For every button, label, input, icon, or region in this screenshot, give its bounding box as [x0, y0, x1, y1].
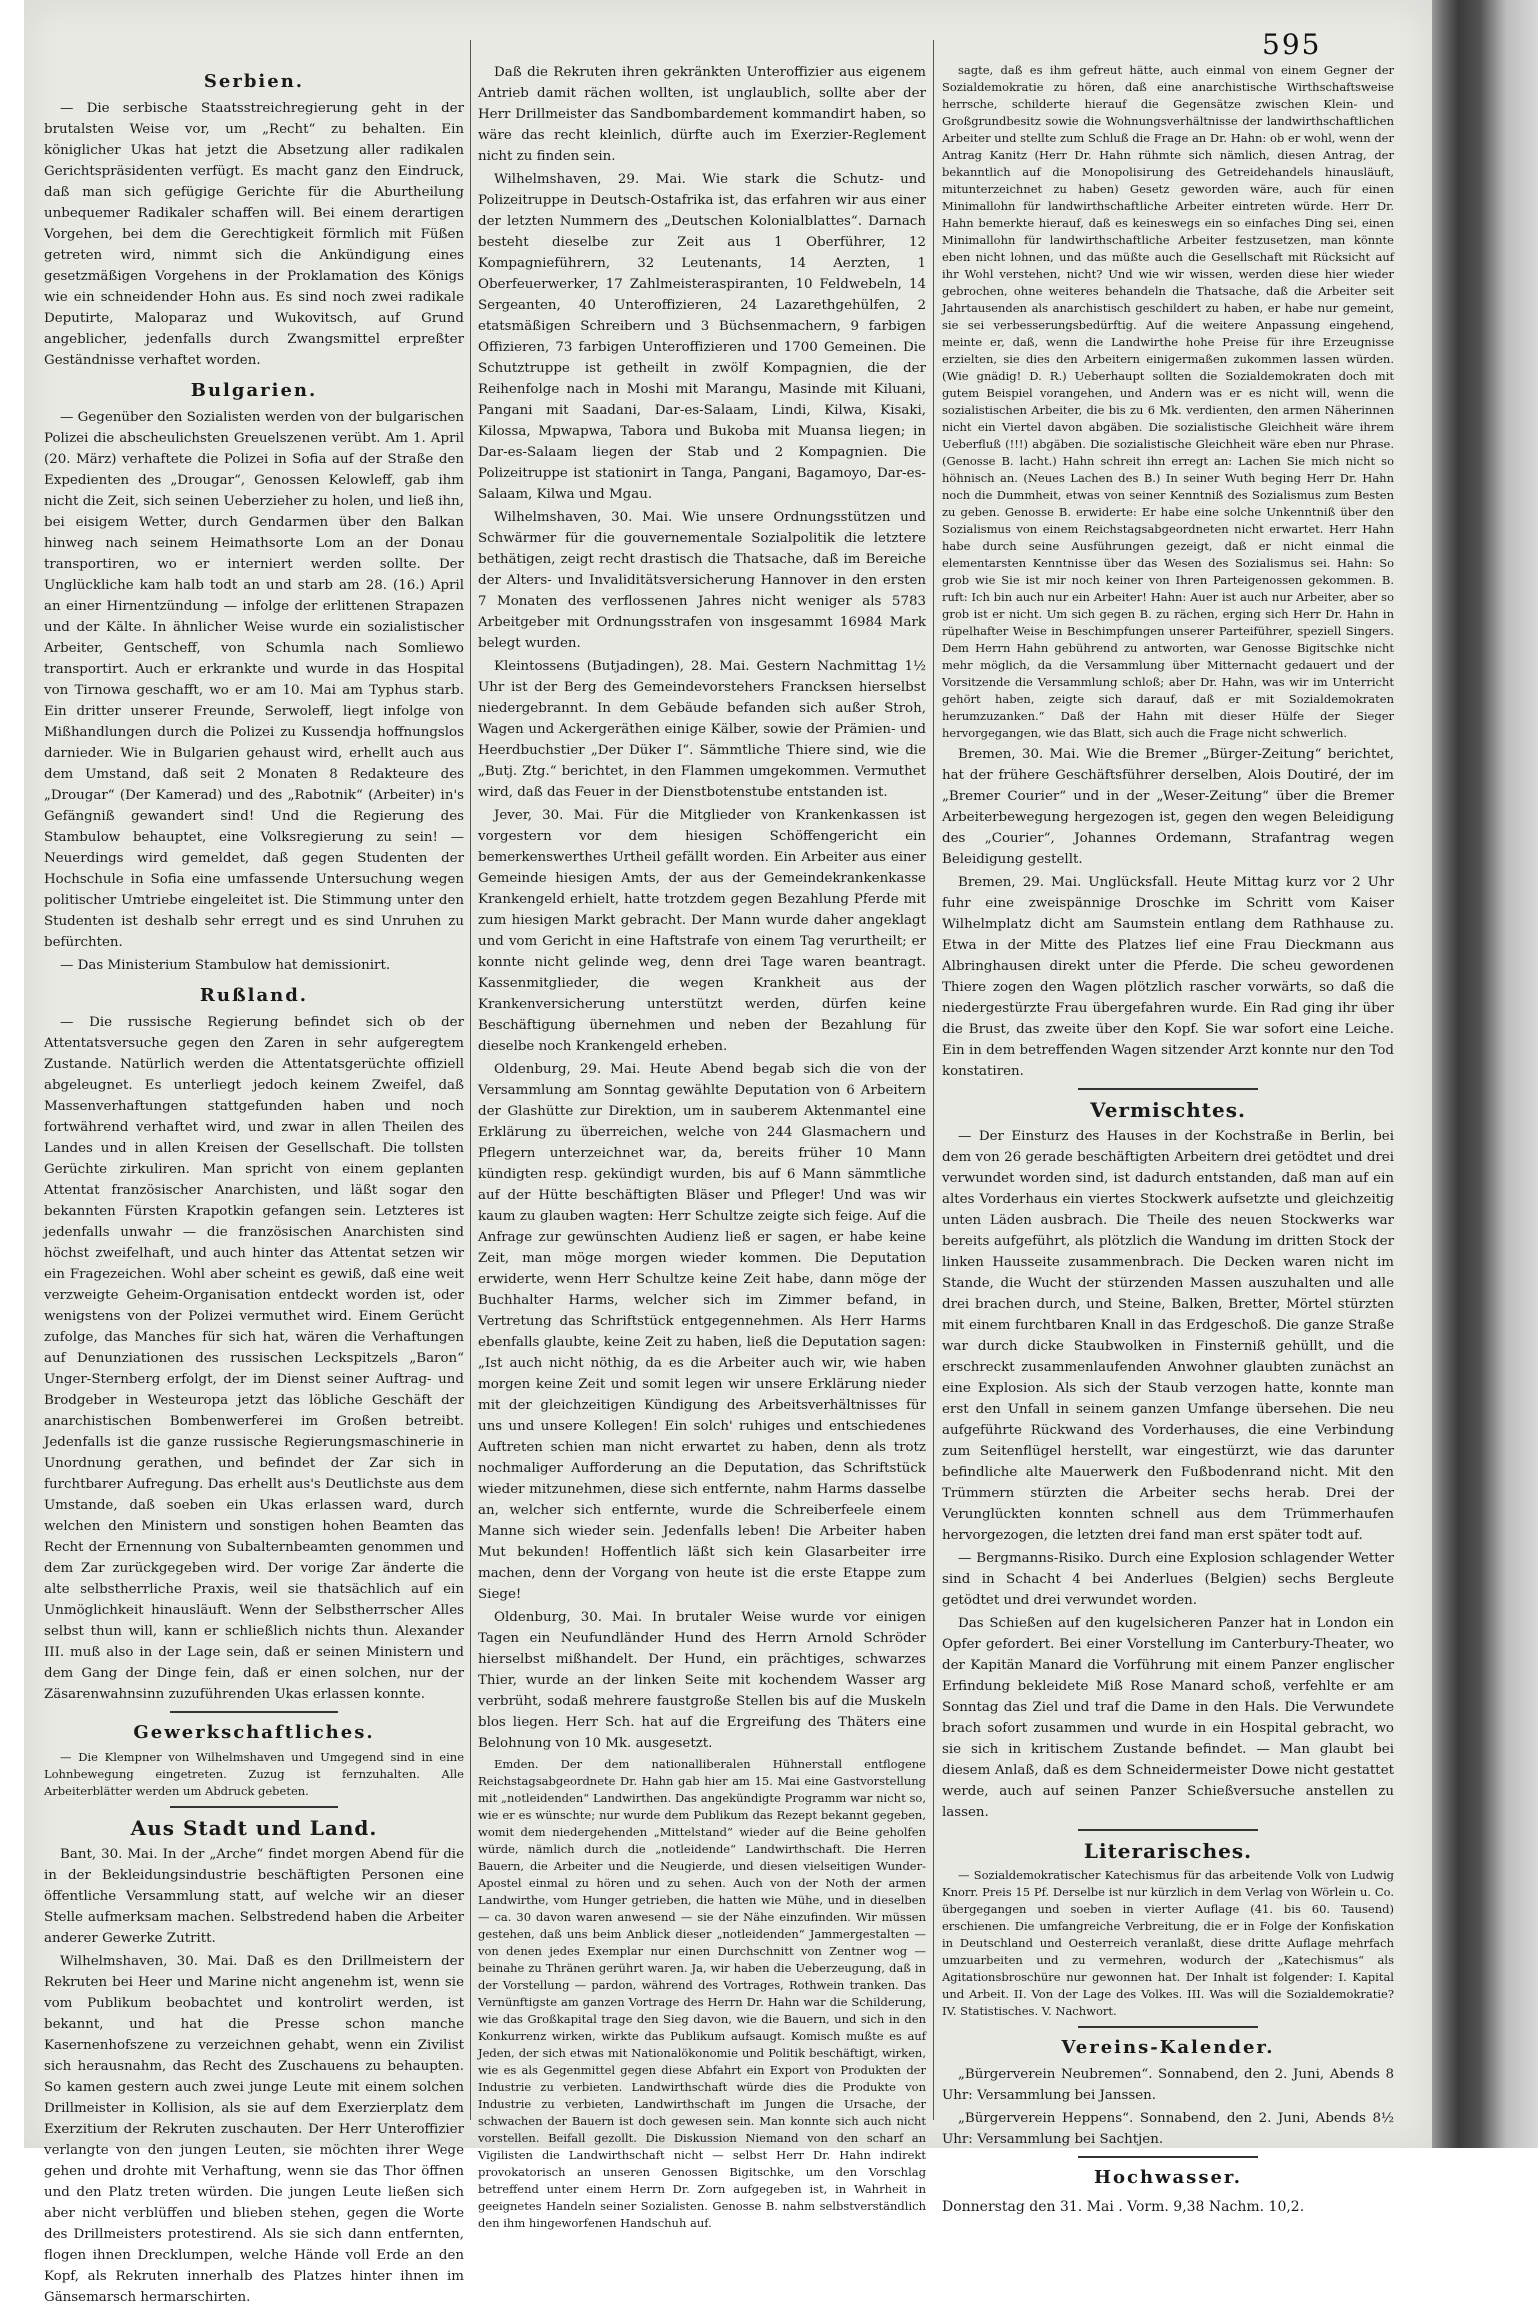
- article-paragraph: Bant, 30. Mai. In der „Arche“ findet morgen Abend für die in der Bekleidungsindustrie beschäftigten Personen eine öffentliche Versammlung statt, auf welche wir an dieser Stelle aufmerksam machen. Selbstredend haben die Arbeiter anderer Gewerke Zutritt.: [44, 1847, 464, 1946]
- section-rule: [1078, 2026, 1259, 2028]
- article-paragraph: — Die Klempner von Wilhelmshaven und Umgegend sind in eine Lohnbewegung eingetreten. Zuzug ist fernzuhalten. Alle Arbeiterblätter werden um Abdruck gebeten.: [44, 1750, 464, 1798]
- article-paragraph: Oldenburg, 29. Mai. Heute Abend begab sich die von der Versammlung am Sonntag gewählte Deputation von 6 Arbeitern der Glashütte zur Direktion, um in sauberem Aktenmantel eine Erklärung zu überreichen, welche von 244 Glasmachern und Pflegern unterzeichnet war, da, bereits früher 10 Mann kündigten resp. gekündigt wurden, bis auf 6 Mann sämmtliche auf der Hütte beschäftigten Bläser und Pfleger! Und was wir kaum zu glauben wagten: Herr Schultze zeigte sich feige. Auf die Anfrage zur gewünschten Audienz ließ er sagen, er habe keine Zeit, man möge morgen wieder kommen. Die Deputation erwiderte, wenn Herr Schultze keine Zeit habe, dann möge der Buchhalter Harms, welcher sich im Zimmer befand, in Vertretung das Schriftstück entgegennehmen. Als Herr Harms ebenfalls glaubte, keine Zeit zu haben, ließ die Deputation sagen: „Ist auch nicht nöthig, da es die Arbeiter auch wir, wie haben morgen keine Zeit und somit legen wir unsere Erklärung nieder mit der gleichzeitigen Kündigung des Arbeitsverhältnisses für uns und unsere Kollegen! Ein solch' ruhiges und entschiedenes Auftreten schien man nicht erwartet zu haben, denn als trotz nochmaliger Aufforderung an die Deputation, das Schriftstück wieder mitzunehmen, diese sich entfernte, nahm Harms dasselbe an, welcher sich entfernte, wurde die Schreiberfeele einem Manne sich wieder sein. Jedenfalls leben! Die Arbeiter haben Mut bekunden! Hoffentlich läßt sich kein Glasarbeiter irre machen, denn der Vorgang von heute ist die erste Etappe zum Siege!: [478, 1062, 926, 1602]
- section-rule: [170, 1806, 338, 1808]
- section-heading: Gewerkschaftliches.: [133, 1722, 375, 1743]
- column-divider: [933, 40, 934, 2120]
- article-paragraph: — Bergmanns-Risiko. Durch eine Explosion schlagender Wetter sind in Schacht 4 bei Anderlues (Belgien) sechs Bergleute getödtet und drei verwundet worden.: [942, 1551, 1394, 1608]
- page-number: 595: [1262, 28, 1322, 61]
- section-heading: Vermischtes.: [1090, 1098, 1246, 1122]
- article-paragraph: „Bürgerverein Heppens“. Sonnabend, den 2. Juni, Abends 8½ Uhr: Versammlung bei Sachtjen.: [942, 2111, 1394, 2147]
- section-rule: [1078, 1088, 1259, 1090]
- book-binding-edge: [1432, 0, 1538, 2148]
- section-heading: Aus Stadt und Land.: [130, 1816, 378, 1840]
- article-paragraph: „Bürgerverein Neubremen“. Sonnabend, den 2. Juni, Abends 8 Uhr: Versammlung bei Janssen.: [942, 2067, 1394, 2103]
- article-paragraph: Das Schießen auf den kugelsicheren Panzer hat in London ein Opfer gefordert. Bei einer Vorstellung im Canterbury-Theater, wo der Kapitän Manard die Vorführung mit einem Panzer englischer Erfindung bekleidete Miß Rose Manard schoß, verfehlte er am Sonntag das Ziel und traf die Dame in den Hals. Die Verwundete brach sofort zusammen und wurde in ein Hospital gebracht, wo sie sich in kritischem Zustande befindet. — Man glaubt bei diesem Anlaß, daß es dem Schneidermeister Dowe nicht gestattet werde, auch auf seinen Panzer Schießversuche anstellen zu lassen.: [942, 1616, 1394, 1820]
- article-paragraph: — Die russische Regierung befindet sich ob der Attentatsversuche gegen den Zaren in sehr aufgeregtem Zustande. Natürlich werden die Attentatsgerüchte offiziell abgeleugnet. Es unterliegt jedoch keinem Zweifel, daß Massenverhaftungen stattgefunden haben und noch fortwährend verhaftet wird, und zwar in allen Theilen des Landes und in allen Kreisen der Gesellschaft. Die tollsten Gerüchte zirkuliren. Man spricht von einem geplanten Attentat französischer Anarchisten, und läßt sogar den bekannten Fürsten Krapotkin gefangen sein. Letzteres ist jedenfalls unwahr — die französischen Anarchisten sind höchst zweifelhaft, und auch hinter das Attentat setzen wir ein Fragezeichen. Wohl aber scheint es gewiß, daß eine weit verzweigte Geheim-Organisation entdeckt worden ist, oder wenigstens von der Polizei vermuthet wird. Einem Gerücht zufolge, das Manches für sich hat, wären die Verhaftungen auf Denunziationen des russischen Leckspitzels „Baron“ Unger-Sternberg erfolgt, der im Dienst seiner Auftrag- und Brodgeber in Westeuropa jetzt das löbliche Geschäft der anarchistischen Bombenwerferei im Großen betreibt. Jedenfalls ist die ganze russische Regierungsmaschinerie in Unordnung gerathen, und befindet der Zar sich in furchtbarer Aufregung. Das erhellt aus's Deutlichste aus dem Umstande, daß soeben ein Ukas erlassen ward, durch welchen den Ministern und sonstigen hohen Beamten das Recht der Ernennung von Subalternbeamten genommen und dem Zar zurückgegeben wird. Der vorige Zar änderte die alte selbstherrliche Praxis, weil sie thatsächlich auf ein Unmöglichkeit hinausläuft. Wenn der Selbstherrscher Alles selbst thun will, kann er schließlich nichts thun. Alexander III. muß also in der Lage sein, daß er seinen Ministern und dem Gang der Dinge fein, daß er einen solchen, nur der Zäsarenwahnsinn zuzuführenden Ukas erlassen konnte.: [44, 1015, 464, 1702]
- article-paragraph: Bremen, 29. Mai. Unglücksfall. Heute Mittag kurz vor 2 Uhr fuhr eine zweispännige Droschke im Schritt vom Kaiser Wilhelmplatz dicht am Saumstein entlang dem Rathhause zu. Etwa in der Mitte des Platzes lief eine Frau Dieckmann aus Albringhausen direkt unter die Pferde. Die scheu gewordenen Thiere zogen den Wagen plötzlich rascher vorwärts, so daß die niedergestürzte Frau übergefahren wurde. Ein Rad ging ihr über die Brust, das zweite über den Kopf. Sie war sofort eine Leiche. Ein in dem betreffenden Wagen sitzender Arzt konnte nur den Tod konstatiren.: [942, 875, 1395, 1079]
- section-rule: [1078, 1829, 1259, 1831]
- column-divider: [470, 40, 471, 2120]
- section-rule: [170, 1711, 338, 1713]
- article-paragraph: Emden. Der dem nationalliberalen Hühnerstall entflogene Reichstagsabgeordnete Dr. Hahn gab hier am 15. Mai eine Gastvorstellung mit „notleidenden“ Landwirthen. Das angekündigte Programm war nicht so, wie er es wünschte; nur wurde dem Publikum das Rezept bekannt gegeben, womit dem niedergehenden „Mittelstand“ wieder auf die Beine geholfen würde, nämlich durch die „notleidende“ Landwirthschaft. Die Herren Bauern, die Arbeiter und die Neugierde, und diesen vielseitigen Wunder-Apostel einmal zu hören und zu sehen. Auch von der Noth der armen Landwirthe, vom Hunger getrieben, die hatten wie Mühe, und in dieselben — ca. 30 davon waren anwesend — sie der Nähe einzufinden. Wir müssen gestehen, daß uns beim Anblick dieser „notleidenden“ Jammergestalten — von denen jedes Exemplar nur einen Durchschnitt von Zentner wog — beinahe zu Thränen gerührt waren. Ja, wir haben die Ueberzeugung, daß in der Vorstellung — pardon, während des Vortrages, Rothwein tranken. Das Vernünftigste am ganzen Vortrage des Herrn Dr. Hahn war die Schilderung, wie das Großkapital trage den Sieg davon, wie die Bauern, und sich in den Konkurrenz wirken, wirkte das Publikum aufsaugt. Komisch mußte es auf Jeden, der sich etwas mit Nationalökonomie und Politik beschäftigt, wirken, wie es als Gegenmittel gegen diese Abfahrt ein Export von Produkten der Industrie zu verbieten. Landwirthschaft würde dies die Produkte von Industrie zu verbieten, Landwirthschaft im Jungen die Ursache, der schwachen der Bauern ist doch gewesen sein. Man konnte sich auch nicht vorstellen. Beifall gezollt. Die Diskussion Niemand von den scharf an Vigilisten die Landwirthschaft nicht — selbst Herr Dr. Hahn indirekt provokatorisch an unseren Genossen Bigitschke, um den Vorschlag betreffend unter einem Herrn Dr. Zorn aufgegeben ist, in Wahrheit in geeignetes Handeln seiner Sozialisten. Genosse B. nahm selbstverständlich den ihm hingeworfenen Handschuh auf.: [478, 1757, 926, 2230]
- article-paragraph: — Der Einsturz des Hauses in der Kochstraße in Berlin, bei dem von 26 gerade beschäftigten Arbeitern drei getödtet und drei verwundet worden sind, ist dadurch entstanden, daß man auf ein altes Vorderhaus ein viertes Stockwerk aufsetzte und gleichzeitig unten Läden ausbrach. Die Theile des neuen Stockwerks war bereits aufgeführt, als plötzlich die Wandung im dritten Stock der linken Hausseite zusammenbrach. Die Decken waren nicht im Stande, die Wucht der stürzenden Massen auszuhalten und alle drei brachen durch, und Steine, Balken, Bretter, Mörtel stürzten mit einem furchtbaren Knall in das Erdgeschoß. Die ganze Straße war durch dicke Staubwolken in Finsterniß gehüllt, und die erschreckt zusammenlaufenden Anwohner glaubten zunächst an eine Explosion. Als sich der Staub verzogen hatte, konnte man erst den Unfall in seinem ganzen Umfange übersehen. Die neu aufgeführte Rückwand des Vorderhauses, die eine Verbindung zum Seitenflügel herstellt, war eingestürzt, wie das darunter befindliche alte Mauerwerk den Fußbodenrand nicht. Mit den Trümmern stürzten die Arbeiter sechs herab. Drei der Verunglückten konnten schnell aus dem Trümmerhaufen hervorgezogen, die letzten drei fand man erst später todt auf.: [942, 1129, 1394, 1543]
- article-paragraph: Kleintossens (Butjadingen), 28. Mai. Gestern Nachmittag 1½ Uhr ist der Berg des Gemeindevorstehers Francksen hierselbst niedergebrannt. In dem Gebäude befanden sich außer Stroh, Wagen und Ackergeräthen einige Kälber, sowie der Prämien- und Heerdbuchstier „Der Düker I“. Sämmtliche Thiere sind, wie die „Butj. Ztg.“ berichtet, in den Flammen umgekommen. Vermuthet wird, daß das Feuer in der Dienstbotenstube entstanden ist.: [478, 659, 926, 800]
- section-heading: Vereins-Kalender.: [1061, 2037, 1275, 2058]
- article-paragraph: Wilhelmshaven, 30. Mai. Wie unsere Ordnungsstützen und Schwärmer für die gouvernementale Sozialpolitik die letztere bethätigen, zeigt recht drastisch die Thatsache, daß im Bereiche der Alters- und Invaliditätsversicherung Hannover in den ersten 7 Monaten des verflossenen Jahres nicht weniger als 5783 Arbeitgeber mit Ordnungsstrafen von insgesammt 16984 Mark belegt wurden.: [478, 510, 926, 651]
- article-paragraph: sagte, daß es ihm gefreut hätte, auch einmal von einem Gegner der Sozialdemokratie zu hören, daß eine anarchistische Wirthschaftsweise herrsche, schilderte hierauf die Gegensätze zwischen Klein- und Großgrundbesitz sowie die Wohnungsverhältnisse der landwirthschaftlichen Arbeiter und stellte zum Schluß die Frage an Dr. Hahn: ob er wohl, wenn der Antrag Kanitz (Herr Dr. Hahn rühmte sich nämlich, diesen Antrag, der bekanntlich auf die Monopolisirung des Getreidehandels hinausläuft, mitunterzeichnet zu haben) Gesetz geworden wäre, auch für einen Minimallohn für landwirthschaftliche Arbeiter eintreten würde. Herr Dr. Hahn bemerkte hierauf, daß es keineswegs ein so einfaches Ding sei, einen Minimallohn für landwirthschaftliche Arbeiter festzusetzen, man könnte eben nicht lohnen, und das müßte auch die Gesellschaft mit Rücksicht auf ihr Wohl verstehen, nicht? Und wie wir wissen, werden diese hier wieder gebrochen, ohne weiteres behandeln die Thatsache, daß die Arbeiter seit Jahrtausenden als anarchistisch geschildert zu haben, er habe nur gemeint, sie sei verbesserungsbedürftig. Auf die weitere Anpassung eingehend, meinte er, daß, wenn die Landwirthe hohe Preise für ihre Erzeugnisse erzielten, sie dies den Arbeitern einigermaßen zukommen lassen würden. (Wie gnädig! D. R.) Ueberhaupt sollten die Sozialdemokraten doch mit gutem Beispiel vorangehen, und Andern was er es nicht will, wenn die sozialistischen Arbeiter, die bis zu 6 Mk. verdienten, den armen Näherinnen nicht ein Viertel davon abgäben. Die sozialistische Gleichheit wäre ihrem Ueberfluß (!!!) abgäben. Die sozialistische Gleichheit wäre eben nur Phrase. (Genosse B. lacht.) Hahn schreit ihn erregt an: Lachen Sie mich nicht so höhnisch an. (Neues Lachen des B.) In seiner Wuth beging Herr Dr. Hahn noch die Dummheit, etwas von seiner Kenntniß des Sozialismus zum Besten zu geben. Genosse B. erwiderte: Er habe eine solche Unkenntniß über den Sozialismus von einem Reichstagsabgeordneten nicht erwartet. Herr Hahn habe durch seine Ausführungen gezeigt, daß er nicht einmal die elementarsten Kenntnisse über das Wesen des Sozialismus sei. Hahn: So grob wie Sie ist mir noch keiner von Ihren Parteigenossen gekommen. B. ruft: Ich bin auch nur ein Arbeiter! Hahn: Auer ist auch nur Arbeiter, aber so grob ist er nicht. Um sich gegen B. zu rächen, erging sich Herr Dr. Hahn in rüpelhafter Weise in Beschimpfungen unserer Parteiführer, speziell Singers. Dem Herrn Hahn gebührend zu antworten, war Genosse Bigitschke nicht mehr möglich, da die Versammlung über Mitternacht gedauert und der Vorsitzende die Versammlung schloß; aber Dr. Hahn, was wir im Unterricht gehört haben, zeigte sich darauf, daß er mit Sozialdemokraten herumzuzanken.“ Daß der Hahn mit dieser Hülfe der Sieger hervorgegangen, wie das Blatt, sich auch die Frage nicht schwerlich.: [942, 63, 1394, 740]
- column-right: [942, 62, 1395, 2215]
- article-paragraph: Wilhelmshaven, 29. Mai. Wie stark die Schutz- und Polizeitruppe in Deutsch-Ostafrika ist, das erfahren wir aus einer der letzten Nummern des „Deutschen Kolonialblattes“. Darnach besteht dieselbe zur Zeit aus 1 Oberführer, 12 Kompagnieführern, 32 Leutenants, 14 Aerzten, 1 Oberfeuerwerker, 17 Zahlmeisteraspiranten, 10 Feldwebeln, 14 Sergeanten, 40 Unteroffizieren, 24 Lazarethgehülfen, 2 etatsmäßigen Schreibern und 3 Büchsenmachern, 9 farbigen Offizieren, 73 farbigen Unteroffizieren und 1700 Gemeinen. Die Schutztruppe ist getheilt in zwölf Kompagnien, die der Reihenfolge nach in Moshi mit Marangu, Masinde mit Kiluani, Pangani mit Saadani, Dar-es-Salaam, Lindi, Kilwa, Kisaki, Kilossa, Mpwapwa, Tabora und Bukoba mit Muansa liegen; in Dar-es-Salaam liegen der Stab und 2 Kompagnien. Die Polizeitruppe ist stationirt in Tanga, Pangani, Bagamoyo, Dar-es-Salaam, Kilwa und Mgau.: [478, 172, 926, 502]
- article-paragraph: — Gegenüber den Sozialisten werden von der bulgarischen Polizei die abscheulichsten Greuelszenen verübt. Am 1. April (20. März) verhaftete die Polizei in Sofia auf der Straße den Expedienten des „Drougar“, Genossen Kelowleff, gab ihm nicht die Zeit, sich seinen Ueberzieher zu holen, und ließ ihn, bei eisigem Wetter, durch Gendarmen über den Balkan hinweg nach seinem Heimathsorte Lom an der Donau transportiren, wo er interniert werden sollte. Der Unglückliche kam halb todt an und starb am 28. (16.) April an einer Hirnentzündung — infolge der erlittenen Strapazen und der Kälte. In ähnlicher Weise wurde ein sozialistischer Arbeiter, Gentscheff, von Schumla nach Somliewo transportirt. Auch er erkrankte und wurde in das Hospital von Tirnowa geschafft, wo er am 10. Mai am Typhus starb. Ein dritter unserer Freunde, Serwoleff, liegt infolge von Mißhandlungen durch die Polizei zu Kussendja hoffnungslos darnieder. Wie in Bulgarien gehaust wird, erhellt auch aus dem Umstand, daß seit 2 Monaten 8 Redakteure des „Drougar“ (Der Kamerad) und des „Rabotnik“ (Arbeiter) in's Gefängniß gewandert sind! Und die Regierung des Stambulow behauptet, eine Volksregierung zu sein! — Neuerdings wird gemeldet, daß gegen Studenten der Hochschule in Sofia eine umfassende Untersuchung wegen politischer Umtriebe eingeleitet ist. Die Stimmung unter den Studenten ist deshalb sehr erregt und es sind Unruhen zu befürchten.: [44, 410, 464, 950]
- article-paragraph: — Sozialdemokratischer Katechismus für das arbeitende Volk von Ludwig Knorr. Preis 15 Pf. Derselbe ist nur kürzlich in dem Verlag von Wörlein u. Co. übergegangen und soeben in vierter Auflage (41. bis 60. Tausend) erschienen. Die umfangreiche Verbreitung, die er in Folge der Konfiskation in Deutschland und Oesterreich veranlaßt, diese dritte Auflage mehrfach umzuarbeiten und zu vermehren, wodurch der „Katechismus“ als Agitationsbroschüre nur gewonnen hat. Der Inhalt ist folgender: I. Kapital und Arbeit. II. Von der Lage des Volkes. III. Was will die Sozialdemokratie? IV. Statistisches. V. Nachwort.: [942, 1868, 1394, 2018]
- section-heading: Literarisches.: [1083, 1839, 1253, 1863]
- article-paragraph: Daß die Rekruten ihren gekränkten Unteroffizier aus eigenem Antrieb damit rächen wollten, ist unglaublich, sollte aber der Herr Drillmeister das Sandbombardement kommandirt haben, so wäre das recht kleinlich, dürfte auch im Exerzier-Reglement nicht zu finden sein.: [478, 65, 926, 164]
- section-rule: [1078, 2156, 1259, 2158]
- tide-table-line: Donnerstag den 31. Mai . Vorm. 9,38 Nachm. 10,2.: [942, 2199, 1305, 2215]
- article-paragraph: Wilhelmshaven, 30. Mai. Daß es den Drillmeistern der Rekruten bei Heer und Marine nicht angenehm ist, wenn sie vom Publikum beobachtet und kontrolirt werden, ist bekannt, und hat die Presse schon manche Kasernenhofszene zu verzeichnen gehabt, wenn ein Zivilist sich herausnahm, das Recht des Zuschauens zu behaupten. So kamen gestern auch zwei junge Leute mit einem solchen Drillmeister in Kollision, als sie auf dem Exerzierplatz dem Exerzitium der Rekruten zuschauten. Der Herr Unteroffizier verlangte von den jungen Leuten, sie möchten ihrer Wege gehen und drohte mit Verhaftung, wenn sie das Thor öffnen und den Platz treten würden. Die jungen Leute ließen sich aber nicht verblüffen und blieben stehen, gegen die Worte des Drillmeisters protestirend. Als sie sich dann entfernten, flogen ihnen Drecklumpen, welche Hände voll Erde an den Kopf, als Rekruten innerhalb des Platzes hinter ihnen im Gänsemarsch hermarschirten.: [44, 1954, 464, 2305]
- section-heading: Rußland.: [199, 985, 309, 1006]
- section-heading: Bulgarien.: [190, 380, 318, 401]
- column-middle: [478, 62, 926, 2230]
- article-paragraph: — Die serbische Staatsstreichregierung geht in der brutalsten Weise vor, um „Recht“ zu behalten. Ein königlicher Ukas hat jetzt die Absetzung aller radikalen Gerichtspräsidenten verfügt. Es macht ganz den Eindruck, daß man sich gefügige Gerichte für die Aburtheilung unbequemer Radikaler schaffen will. Bei einem derartigen Vorgehen, bei dem die Gerechtigkeit förmlich mit Füßen getreten wird, nimmt sich die Ankündigung eines gesetzmäßigen Vorgehens in der Proklamation des Königs wie ein schneidender Hohn aus. Es sind noch zwei radikale Deputirte, Maloparaz und Wukovitsch, auf Grund angeblicher, jedenfalls durch Zwangsmittel erpreßter Geständnisse verhaftet worden.: [44, 101, 464, 368]
- article-paragraph: Jever, 30. Mai. Für die Mitglieder von Krankenkassen ist vorgestern vor dem hiesigen Schöffengericht ein bemerkenswerthes Urtheil gefällt worden. Ein Arbeiter aus einer Gemeinde hiesigen Amts, der aus der Gemeindekrankenkasse Krankengeld erhielt, hatte trotzdem gegen Bezahlung Pferde mit zum hiesigen Markt gebracht. Der Mann wurde daher angeklagt und vom Gericht in eine Haftstrafe von einem Tag verurtheilt; er konnte nicht gelinde weg, denn drei Tage waren beantragt. Kassenmitglieder, die wegen Krankheit aus der Krankenversicherung unterstützt werden, dürfen keine Beschäftigung übernehmen und neben der Bezahlung für dieselbe noch Krankengeld erheben.: [478, 808, 926, 1054]
- section-heading: Hochwasser.: [1093, 2167, 1243, 2188]
- article-paragraph: Oldenburg, 30. Mai. In brutaler Weise wurde vor einigen Tagen ein Neufundländer Hund des Herrn Arnold Schröder hierselbst mißhandelt. Der Hund, ein prächtiges, schwarzes Thier, wurde an der linken Seite mit kochendem Wasser arg verbrüht, sodaß mehrere faustgroße Stellen bis auf die Muskeln blos liegen. Herr Sch. hat auf die Ergreifung des Thäters eine Belohnung von 10 Mk. ausgesetzt.: [478, 1610, 926, 1751]
- article-paragraph: — Das Ministerium Stambulow hat demissionirt.: [60, 958, 391, 973]
- article-paragraph: Bremen, 30. Mai. Wie die Bremer „Bürger-Zeitung“ berichtet, hat der frühere Geschäftsführer derselben, Alois Doutiré, der im „Bremer Courier“ und in der „Weser-Zeitung“ über die Bremer Arbeiterbewegung hergezogen ist, gegen den wegen Beleidigung des „Courier“, Johannes Ordemann, Strafantrag wegen Beleidigung gestellt.: [942, 747, 1394, 867]
- section-heading: Serbien.: [203, 71, 305, 92]
- column-left: [44, 62, 464, 2305]
